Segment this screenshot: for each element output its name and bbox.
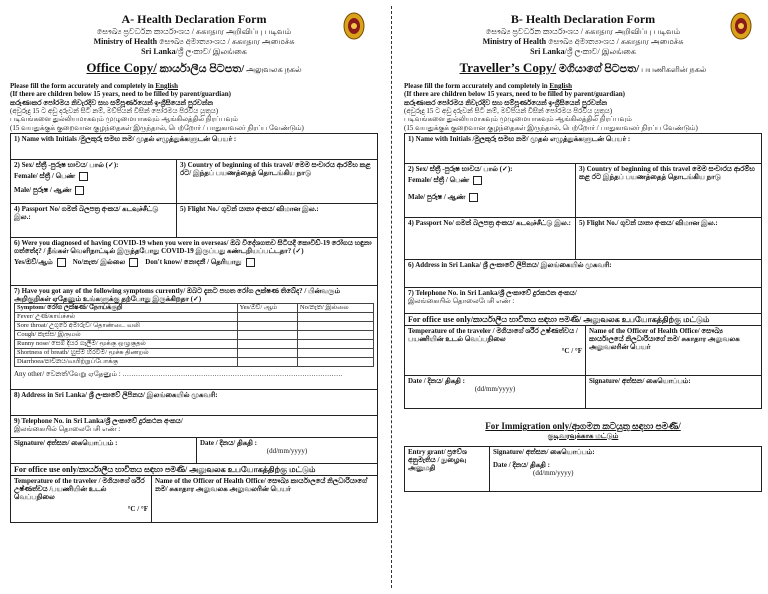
male-checkbox[interactable] [469, 193, 478, 202]
office-use-heading: For office use only/කාර්යාලීය භාවිතය සඳහා පමණි/ அலுவலக உபயோகத்திற்கு மட்டும் [408, 315, 710, 325]
ministry-name: Ministry of Health [93, 36, 158, 46]
symptoms-table: Symptom/ රෝග ලක්ෂණ/ நோய்க்குறி Yes/ඔව්/ ஆம் No/නැත/ இல்லை Fever/ උණ/காய்ச்சல் Sore throat/ උගුරේ අමාරුව/ தொண்டை வலி Cough/ කැස්ස/ இருமல் Runny nose/ සෙම් දියර ගැලීම/ மூக்கு ஒழுகுதல் Shortness of breath/ හුස්ම හිරවීම/ மூச்சு திணறல் Diarrhoea/පාචනය/வயிற்றுப்போக்கு [14, 303, 374, 367]
sri-lanka-emblem-icon [343, 12, 365, 40]
form-title: A- Health Declaration Form [121, 12, 267, 26]
instructions: Please fill the form accurately and completely in English (If there are children below 15 years, need to be filled by parent/guardian) කරුණාකර පෝරමය නිවැරදිව සහ සම්පූර්ණයෙන් ඉංග්‍රීසියෙන් පුරවන්න (අවුරුදු 15 ට අඩු දරුවන් සිටී නම්, මව්පියන් විසින් පෝරමය පිරවිය යුතුය) படிவங்களை துல்லியமாகவும் முழுமையாகவும் ஆங்கிலத்தில் நிரப்பவும் (15 வயதுக்குக் குறைவான குழந்தைகள் இருந்தால், பெற்றோர் / பாதுகாவலர் நிரப்ப வேண்டும்) [10, 81, 304, 132]
temperature-field[interactable]: Temperature of the traveler / මගියාගේ ශරීර උෂ්ණත්වය /பயணியின் உடல் வெப்பநிலை °C / °F [408, 327, 582, 356]
officer-name-field[interactable]: Name of the Officer of Health Office/ සෞඛ්‍ය කාර්යාලයේ නිලධාරියාගේ නම/ சுகாதார அலுவலக அலுவலரின் பெயர் [585, 326, 761, 375]
q4-passport-field[interactable]: 4) Passport No/ ගමන් බලපත්‍ර අංකය/ கடவுச்சீட்டு இல.: [14, 205, 159, 222]
date-field[interactable]: Date / දිනය/ திகதி : (dd/mm/yyyy) [196, 438, 377, 463]
signature-field[interactable]: Signature/ අත්සන/ கையொப்பம் : [14, 439, 118, 448]
declaration-form [10, 133, 378, 523]
signature-field[interactable]: Signature/ අත්සන/ கையொப்பம்: [585, 376, 761, 408]
table-row: Cough/ කැස්ස/ இருமல் [15, 331, 374, 340]
male-checkbox[interactable] [75, 186, 84, 195]
q7-symptoms-field: 7) Have you got any of the following symptoms currently/ ඔබට දැනට පහත රෝග ලක්ෂණ තිබේද? / பின்வரும் அறிகுறிகள் ஏதேனும் உங்களுக்கு தற்போது இருக்கிறதா (✓) Symptom/ රෝග ලක්ෂණ/ நோய்க்குறி Yes/ඔව්/ ஆம் No/නැත/ இல்லை Fever/ උණ/காய்ச்சல் Sore throat/ උගුරේ අමාරුව/ தொண்டை வலி Cough/ කැස්ස/ இருமல் Runny nose/ සෙම් දියර ගැලීම/ மூக்கு ஒழுகுதல் Shortness of breath/ හුස්ම හිරවීම/ மூச்சு திணறல் Diarrhoea/පාචනය/வயிற்றுப்போக்கு Any other/ වෙනත්/வேறு ஏதேனும் : .................................................................................................. [11, 286, 377, 389]
form-a [10, 0, 378, 594]
header-block: සෞඛ්‍ය ප්‍රවර්ධන කාර්යාංශය / சுகாதார அறிவிப்பு படிவம் Ministry of Health සෞඛ්‍ය අමාත්‍යාංශය / சுகாதார அமைச்சு Sri Lanka/ශ්‍රී ලංකාව/ இலங்கை [10, 27, 378, 57]
q6-covid-field: 6) Were you diagnosed of having COVID-19 when you were in overseas/ ඔබ විදේශගතව සිටියදී කොවිඩ්-19 රෝගය හඳුනා ගත්තේද? / நீங்கள் வெளிநாட்டில் இருந்தபோது COVID-19 இருப்பது கண்டறியப்பட்டதா? (✓) Yes/ඔව්/ஆம் No/නැත/ இல்லை Don't know/ නොදනී / தெரியாது [14, 239, 372, 267]
q5-flight-field[interactable]: 5) Flight No./ ගුවන් යානා අංකය/ விமான இல.: [176, 204, 377, 237]
q3-country-field[interactable]: 3) Country of beginning of this travel/ මෙම සංචාරය ආරම්භ කළ රට/ இந்தப் பயணத்தைத் தொடங்கிய நாடு [176, 160, 377, 203]
form-title: B- Health Declaration Form [510, 12, 656, 26]
table-row: Diarrhoea/පාචනය/வயிற்றுப்போக்கு [15, 358, 374, 367]
copy-type: Office Copy/ කාර්යාලීය පිටපත/ அலுவலக நகல் [86, 59, 302, 75]
immigration-form [404, 446, 762, 492]
entry-grant-field[interactable]: Entry grant/ ප්‍රවේශ අනුමැතිය / நுழைவு அனுமதி [408, 448, 467, 473]
officer-name-field[interactable]: Name of the Officer of Health Office/ සෞඛ්‍ය කාර්යාලයේ නිලධාරියාගේ නම/ சுகாதார அலுவலக அலுவலரின் பெயர் [151, 476, 377, 522]
sri-lanka-emblem-icon [730, 12, 752, 40]
temperature-field[interactable]: Temperature of the traveler / මගියාගේ ශරීර උෂ්ණත්වය /பயணியின் உடல் வெப்பநிலை °C / °F [14, 477, 148, 514]
table-row: Shortness of breath/ හුස්ම හිරවීම/ மூச்சு திணறல் [15, 349, 374, 358]
date-field[interactable]: Date / දිනය/ திகதி : (dd/mm/yyyy) [408, 377, 516, 394]
office-use-heading: For office use only/කාර්යාලීය භාවිතය සඳහා පමණි/ அலுவலக உபயோகத்திற்கு மட்டும் [14, 465, 316, 475]
q8-address-field[interactable]: 8) Address in Sri Lanka/ ශ්‍රී ලංකාවේ ලිපිනය/ இலங்கையில் முகவரி: [14, 391, 218, 400]
covid-no-checkbox[interactable] [129, 258, 138, 267]
instructions: Please fill the form accurately and completely in English (If there are children below 15 years, need to be filled by parent/guardian) කරුණාකර පෝරමය නිවැරදිව සහ සම්පූර්ණයෙන් ඉංග්‍රීසියෙන් පුරවන්න (අවුරුදු 15 ට අඩු දරුවන් සිටී නම්, මව්පියන් විසින් පෝරමය පිරවිය යුතුය) படிவங்களை துல்லியமாகவும் முழுமையாகவும் ஆங்கிலத்தில் நிரப்பவும் (15 வயதுக்குக் குறைவான குழந்தைகள் இருந்தால், பெற்றோர் / பாதுகாவலர் நிரப்ப வேண்டும்) [404, 81, 698, 132]
header-block: සෞඛ්‍ය ප්‍රවර්ධන කාර්යාංශය / சுகாதார அறிவிப்பு படிவம் Ministry of Health සෞඛ්‍ය අමාත්‍යාංශය / சுகாதார அமைச்சு Sri Lanka/ශ්‍රී ලංකාව/ இலங்கை [482, 26, 684, 56]
q5-flight-field[interactable]: 5) Flight No./ ගුවන් යානා අංකය/ விமான இல.: [575, 218, 761, 259]
female-checkbox[interactable] [473, 176, 482, 185]
female-checkbox[interactable] [79, 172, 88, 181]
q6-address-field[interactable]: 6) Address in Sri Lanka/ ශ්‍රී ලංකාවේ ලිපිනය/ இலங்கையில் முகவரி: [408, 261, 612, 270]
immigration-sign-date-field[interactable]: Signature/ අත්සන/ கையொப்பம்: Date / දිනය/ திகதி : (dd/mm/yyyy) [489, 447, 761, 491]
covid-yes-checkbox[interactable] [57, 258, 66, 267]
table-row: Fever/ උණ/காய்ச்சல் [15, 313, 374, 322]
country-name: Sri Lanka [141, 46, 176, 56]
covid-dontknow-checkbox[interactable] [246, 258, 255, 267]
q1-name-field[interactable]: 1) Name with Initials /මුලකුරු සමඟ නම/ முதல் எழுத்துக்களுடன் பெயர் : [14, 135, 237, 144]
table-row: Sore throat/ උගුරේ අමාරුව/ தொண்டை வலி [15, 322, 374, 331]
table-row: Runny nose/ සෙම් දියර ගැලීම/ மூக்கு ஒழுகுதல் [15, 340, 374, 349]
q1-name-field[interactable]: 1) Name with Initials /මුලකුරු සමඟ නම/ முதல் எழுத்துக்களுடன் பெயர் : [408, 135, 631, 144]
header-health-line: සෞඛ්‍ය ප්‍රවර්ධන කාර්යාංශය / சுகாதார அறிவிப்பு படிவம் [96, 26, 292, 36]
form-b [404, 0, 762, 594]
copy-type: Traveller’s Copy/ මගියාගේ පිටපත/ பயணிகளின் நகல் [459, 59, 707, 75]
q2-sex-field: 2) Sex/ ස්ත්‍රී -පුරුෂ භාවය/ பால் (✓): Female/ ස්ත්‍රී / பெண் Male/ පුරුෂ / ஆண் [14, 161, 119, 195]
q4-passport-field[interactable]: 4) Passport No/ ගමන් බලපත්‍ර අංකය/ கடவுச்சீட்டு இல.: [408, 219, 571, 228]
page-divider [391, 6, 392, 588]
immigration-heading: For Immigration only/ආගමන කටයුතු සඳහා පමණි/ குடிவரவுக்காக மட்டும் [485, 421, 681, 440]
any-other-field[interactable]: Any other/ වෙනත්/வேறு ஏதேனும் : .................................................................................................. [14, 370, 343, 379]
q7-telephone-field[interactable]: 7) Telephone No. in Sri Lanka/ශ්‍රී ලංකාවේ දුරකථන අංකය/ இலங்கையில் தொலைபேசி எண் : [408, 289, 577, 306]
declaration-form [404, 133, 762, 409]
q9-telephone-field[interactable]: 9) Telephone No. in Sri Lanka/ශ්‍රී ලංකාවේ දුරකථන අංකය/ இலங்கையில் தொலைபேசி எண் : [14, 417, 183, 434]
q3-country-field[interactable]: 3) Country of beginning of this travel මෙම සංචාරය ආරම්භ කළ රට இந்தப் பயணத்தைத் தொடங்கிய நாடு [575, 164, 761, 217]
q2-sex-field: 2) Sex/ ස්ත්‍රී -පුරුෂ භාවය/ பால் (✓): Female/ ස්ත්‍රී / பெண் Male/ පුරුෂ / ஆண் [408, 165, 513, 202]
